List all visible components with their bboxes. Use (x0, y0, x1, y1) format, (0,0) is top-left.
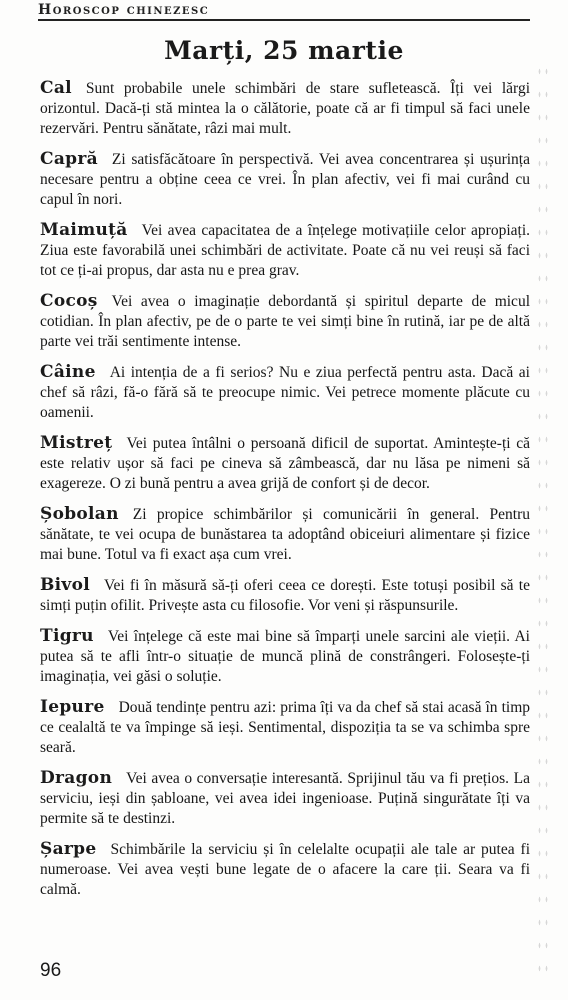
page-title: Marți, 25 martie (164, 36, 404, 65)
entry-text: Vei putea întâlni o persoană dificil de suportat. Amintește-ți că este relativ ușor să faci pe cineva să zâmbească, dar nu lăsa pe nimeni să exagereze. O zi bună pentru a avea grijă de confort și de decor. (40, 435, 530, 492)
horoscope-entry (40, 839, 530, 900)
sign-name: Șobolan (40, 504, 119, 524)
horoscope-entry (40, 697, 530, 758)
entry-text: Vei înțelege că este mai bine să împarți unele sarcini ale vieții. Ai putea să te afli într-o situație de muncă plină de constrângeri. Folosește-ți imaginația, vei găsi o soluție. (40, 628, 530, 685)
entry-text: Zi propice schimbărilor și comunicării în general. Pentru sănătate, te vei ocupa de bunăstarea ta adoptând obiceiuri alimentare și fizice mai bune. Totul va fi exact așa cum vrei. (40, 506, 530, 563)
horoscope-entry (40, 78, 530, 139)
entry-text: Sunt probabile unele schimbări de stare sufletească. Îți vei lărgi orizontul. Dacă-ți stă mintea la o călătorie, poate că ar fi timpul să faci unele rezervări. Pentru sănătate, râzi mai mult. (40, 80, 530, 137)
entry-text: Ai intenția de a fi serios? Nu e ziua perfectă pentru asta. Dacă ai chef să râzi, fă-o fără să te preocupe nimic. Vei petrece momente plăcute cu oamenii. (40, 364, 530, 421)
entry-text: Vei avea o imaginație debordantă și spiritul departe de micul cotidian. În plan afectiv, pe de o parte te vei simți bine în rutină, iar pe de altă parte vei trăi sentimente intense. (40, 293, 530, 350)
sign-name: Șarpe (40, 839, 97, 859)
entry-text: Vei avea o conversație interesantă. Sprijinul tău va fi prețios. La serviciu, ieși din șabloane, vei avea idei ingenioase. Puțină singurătate îți va permite să te destinzi. (40, 770, 530, 827)
sign-name: Iepure (40, 697, 105, 717)
sign-name: Tigru (40, 626, 94, 646)
horoscope-entry (40, 220, 530, 281)
entry-text: Zi satisfăcătoare în perspectivă. Vei avea concentrarea și ușurința necesare pentru a obține ceea ce vrei. În plan afectiv, vei fi mai curând cu capul în nori. (40, 151, 530, 208)
entry-text: Schimbările la serviciu și în celelalte ocupații ale tale ar putea fi numeroase. Vei avea vești bune legate de o afacere la care ții. Seara va fi calmă. (40, 841, 530, 898)
running-header: Horoscop chinezesc (38, 2, 210, 18)
page-number: 96 (40, 960, 62, 981)
sign-name: Mistreț (40, 433, 113, 453)
scan-speckle (536, 60, 550, 980)
horoscope-entries (40, 78, 530, 910)
sign-name: Capră (40, 149, 98, 169)
horoscope-entry (40, 626, 530, 687)
horoscope-entry (40, 504, 530, 565)
entry-text: Vei avea capacitatea de a înțelege motivațiile celor apropiați. Ziua este favorabilă unei schimbări de activitate. Poate că nu vei reuși să faci tot ce ți-ai propus, dar asta nu e prea grav. (40, 222, 530, 279)
sign-name: Maimuță (40, 220, 128, 240)
header-rule (38, 19, 530, 21)
entry-text: Două tendințe pentru azi: prima îți va da chef să stai acasă în timp ce cealaltă te va împinge să ieși. Sentimental, dispoziția ta se va schimba spre seară. (40, 699, 530, 756)
sign-name: Câine (40, 362, 96, 382)
horoscope-entry (40, 768, 530, 829)
sign-name: Cal (40, 78, 72, 98)
horoscope-entry (40, 149, 530, 210)
horoscope-entry (40, 291, 530, 352)
horoscope-entry (40, 362, 530, 423)
entry-text: Vei fi în măsură să-ți oferi ceea ce dorești. Este totuși posibil să te simți puțin ofilit. Privește asta cu filosofie. Vor veni și răspunsurile. (40, 577, 530, 614)
horoscope-entry (40, 575, 530, 616)
sign-name: Cocoș (40, 291, 98, 311)
sign-name: Dragon (40, 768, 113, 788)
horoscope-entry (40, 433, 530, 494)
sign-name: Bivol (40, 575, 91, 595)
